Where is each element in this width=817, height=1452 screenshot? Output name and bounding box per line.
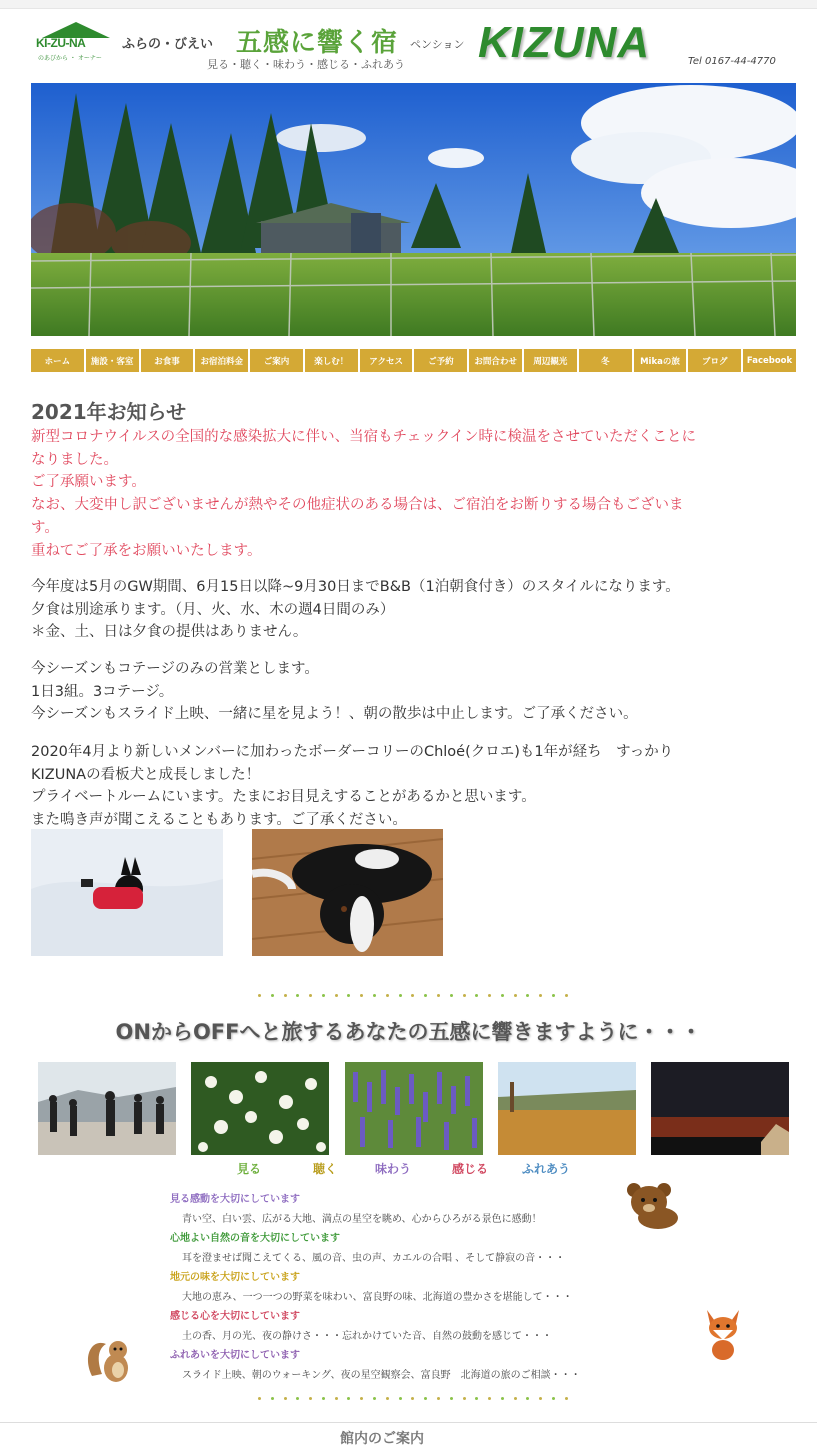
page-bottom-divider [0,1422,817,1423]
sense-word-feel: 感じる [452,1162,489,1176]
text-line: 今シーズンもスライド上映、一緒に星を見よう！、朝の散歩は中止します。ご了承ください。 [31,706,638,723]
sense-word-taste: 味わう [375,1162,412,1176]
dotted-divider-top [258,994,568,1000]
legend-body: 耳を澄ませば聞こえてくる、風の音、虫の声、カエルの合唱 、そして静寂の音・・・ [182,1252,566,1264]
hero-image [31,83,796,336]
header-senses: 見る・聴く・味わう・感じる・ふれあう [207,58,405,71]
text-line: す。 [31,519,59,536]
header-area: ふらの・びえい [122,37,214,52]
header-tel: Tel 0167-44-4770 [688,56,776,67]
legend-body: スライド上映、朝のウォーキング、夜の星空観察会、富良野 北海道の旅のご相談・・・ [182,1369,581,1381]
text-line: 重ねてご了承をお願いいたします。 [31,542,262,559]
text-line: 新型コロナウイルスの全国的な感染拡大に伴い、当宿もチェックイン時に検温をさせていただくことに [31,429,696,445]
legend-body: 大地の恵み、一つ一つの野菜を味わい、富良野の味、北海道の豊かさを堪能して・・・ [182,1291,573,1303]
nav-item-10[interactable]: 冬 [579,349,632,372]
header-tagline: 五感に響く宿 [236,28,399,58]
text-line: 夕食は別途承ります。（月、火、水、木の週4日間のみ） [31,601,395,618]
covid-notice [31,426,801,562]
text-line: KIZUNAの看板犬と成長しました！ [31,766,261,783]
squirrel-illustration [84,1336,136,1384]
text-line: 今シーズンもコテージのみの営業とします。 [31,661,319,677]
nav-item-5[interactable]: 楽しむ！ [305,349,358,372]
five-senses-legend [170,1190,581,1385]
dog-info [31,741,801,832]
nav-item-4[interactable]: ご案内 [250,349,303,372]
text-line: 1日3組。3コテージ。 [31,683,174,700]
legend-heading: ふれあいを大切にしています [170,1350,300,1361]
dog-photo-snow [31,829,223,956]
sense-photo-night [651,1062,789,1155]
legend-heading: 見る感動を大切にしています [170,1194,300,1205]
nav-item-9[interactable]: 周辺観光 [524,349,577,372]
main-nav [31,349,796,372]
season-info [31,576,801,644]
logo-subtext: のあびから ・ オーナー [38,55,102,62]
slogan: ONからOFFへと旅するあなたの五感に響きますように・・・ [115,1020,702,1044]
nav-item-0[interactable]: ホーム [31,349,84,372]
nav-item-6[interactable]: アクセス [360,349,413,372]
nav-item-3[interactable]: お宿泊料金 [195,349,248,372]
legend-body: 土の香、月の光、夜の静けさ・・・忘れかけていた音、自然の鼓動を感じて・・・ [182,1330,552,1342]
sense-word-hear: 聴く [313,1162,338,1176]
text-line: ＊金、土、日は夕食の提供はありません。 [31,624,308,641]
dotted-divider-bottom [258,1397,568,1403]
sense-photo-wheat [498,1062,636,1155]
nav-item-2[interactable]: お食事 [141,349,194,372]
nav-item-1[interactable]: 施設・客室 [86,349,139,372]
sense-photo-people [38,1062,176,1155]
sense-word-see: 見る [237,1162,262,1176]
sense-photo-flowers [191,1062,329,1155]
text-line: プライベートルームにいます。たまにお目見えすることがあるかと思います。 [31,789,536,806]
logo-text: KI-ZU-NA [36,36,86,50]
legend-heading: 心地よい自然の音を大切にしています [170,1233,340,1244]
text-line: なりました。 [31,451,118,468]
nav-item-13[interactable]: Facebook [743,349,796,372]
legend-heading: 地元の味を大切にしています [170,1272,300,1283]
text-line: 今年度は5月のGW期間、6月15日以降~9月30日までB&B（1泊朝食付き）のスタイルになります。 [31,579,680,595]
nav-item-11[interactable]: Mikaの旅 [634,349,687,372]
bear-illustration [624,1180,682,1230]
text-line: ご了承願います。 [31,474,146,491]
sense-photo-lavender [345,1062,483,1155]
header-pension: ペンション [410,38,465,51]
brand-title[interactable]: KIZUNA [478,18,651,67]
next-section-heading: 館内のご案内 [340,1431,424,1447]
text-line: また鳴き声が聞こえることもあります。ご了承ください。 [31,812,407,829]
text-line: 2020年4月より新しいメンバーに加わったボーダーコリーのChloé(クロエ)も1年が経ち すっかり [31,744,674,760]
news-title: 2021年お知らせ [31,400,187,424]
legend-body: 青い空、白い雲、広がる大地、満点の星空を眺め、心からひろがる景色に感動！ [182,1213,542,1225]
nav-item-12[interactable]: ブログ [688,349,741,372]
text-line: なお、大変申し訳ございませんが熱やその他症状のある場合は、ご宿泊をお断りする場合もございま [31,497,684,514]
sense-word-touch: ふれあう [522,1162,571,1176]
nav-item-7[interactable]: ご予約 [414,349,467,372]
kizuna-logo[interactable] [36,22,114,64]
legend-heading: 感じる心を大切にしています [170,1311,300,1322]
nav-item-8[interactable]: お問合わせ [469,349,522,372]
cottage-info [31,658,801,726]
browser-top-strip [0,0,817,9]
fox-illustration [703,1306,743,1360]
dog-photo-floor [252,829,443,956]
